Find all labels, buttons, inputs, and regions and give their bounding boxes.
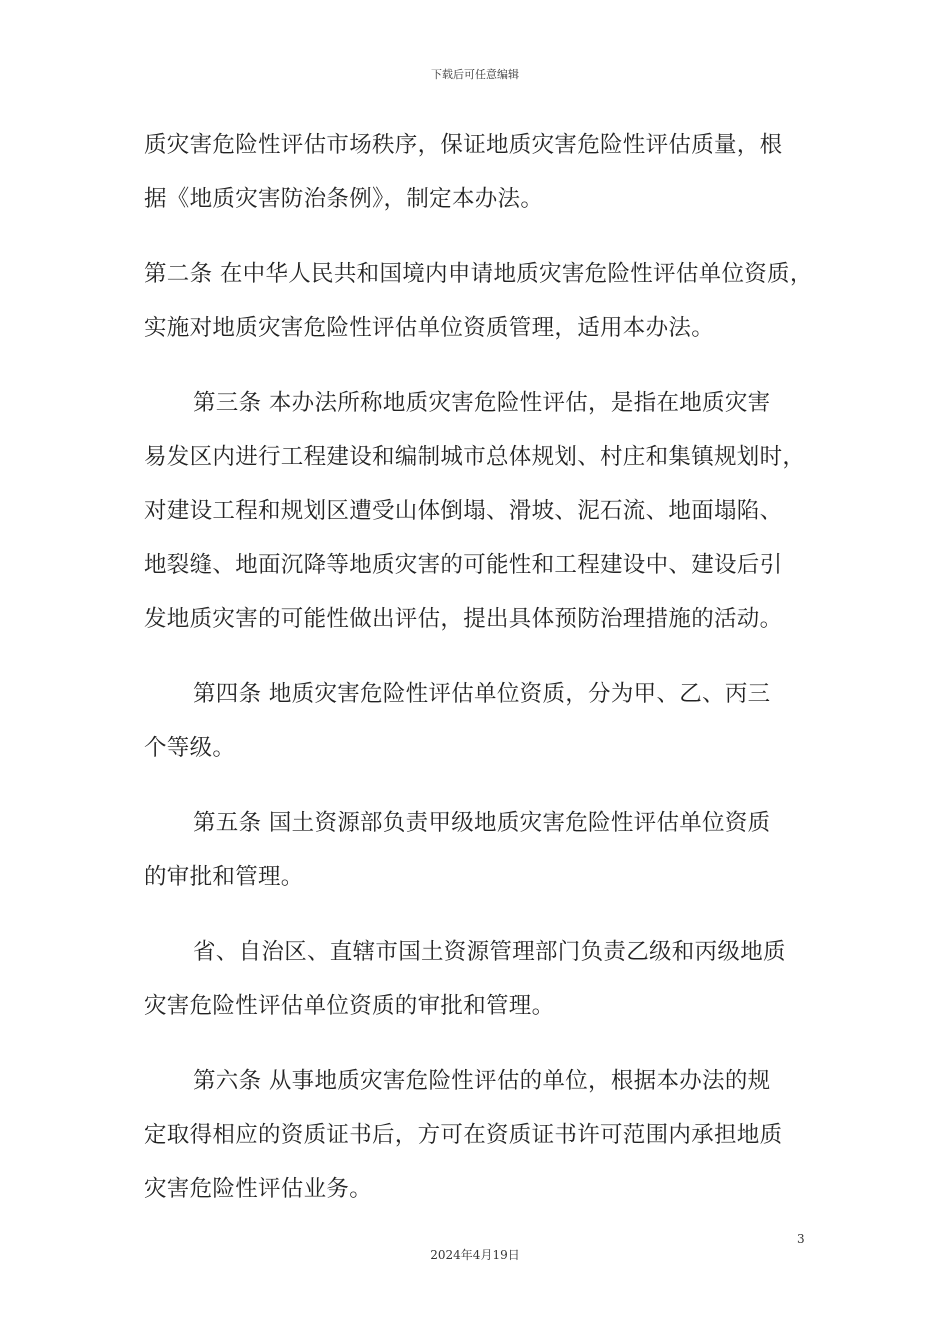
text-line: 省、自治区、直辖市国土资源管理部门负责乙级和丙级地质 [193, 939, 786, 965]
text-line: 第四条 地质灾害危险性评估单位资质，分为甲、乙、丙三 [193, 681, 771, 707]
text-line: 据《地质灾害防治条例》，制定本办法。 [144, 186, 544, 212]
text-line: 地裂缝、地面沉降等地质灾害的可能性和工程建设中、建设后引 [144, 552, 783, 578]
paragraph-article-3 [144, 376, 824, 646]
paragraph-preamble-continued [144, 118, 824, 226]
document-body [144, 118, 824, 1216]
page-number: 3 [797, 1232, 805, 1246]
text-line: 灾害危险性评估单位资质的审批和管理。 [144, 993, 555, 1019]
text-line: 第二条 在中华人民共和国境内申请地质灾害危险性评估单位资质， [144, 261, 813, 287]
paragraph-article-6 [144, 1054, 824, 1216]
paragraph-article-5 [144, 796, 824, 904]
text-line: 灾害危险性评估业务。 [144, 1176, 373, 1202]
paragraph-article-4 [144, 667, 824, 775]
text-line: 对建设工程和规划区遭受山体倒塌、滑坡、泥石流、地面塌陷、 [144, 498, 783, 524]
text-line: 发地质灾害的可能性做出评估，提出具体预防治理措施的活动。 [144, 606, 783, 632]
text-line: 第五条 国土资源部负责甲级地质灾害危险性评估单位资质 [193, 810, 771, 836]
text-line: 第三条 本办法所称地质灾害危险性评估，是指在地质灾害 [193, 390, 771, 416]
text-line: 的审批和管理。 [144, 864, 304, 890]
text-line: 个等级。 [144, 735, 236, 761]
paragraph-article-5-provincial [144, 925, 824, 1033]
text-line: 第六条 从事地质灾害危险性评估的单位，根据本办法的规 [193, 1068, 771, 1094]
footer-date: 2024年4月19日 [430, 1248, 520, 1262]
text-line: 实施对地质灾害危险性评估单位资质管理，适用本办法。 [144, 315, 715, 341]
text-line: 质灾害危险性评估市场秩序，保证地质灾害危险性评估质量，根 [144, 132, 783, 158]
paragraph-article-2 [144, 247, 824, 355]
text-line: 易发区内进行工程建设和编制城市总体规划、村庄和集镇规划时， [144, 444, 806, 470]
page-header: 下载后可任意编辑 [431, 68, 519, 81]
text-line: 定取得相应的资质证书后，方可在资质证书许可范围内承担地质 [144, 1122, 783, 1148]
